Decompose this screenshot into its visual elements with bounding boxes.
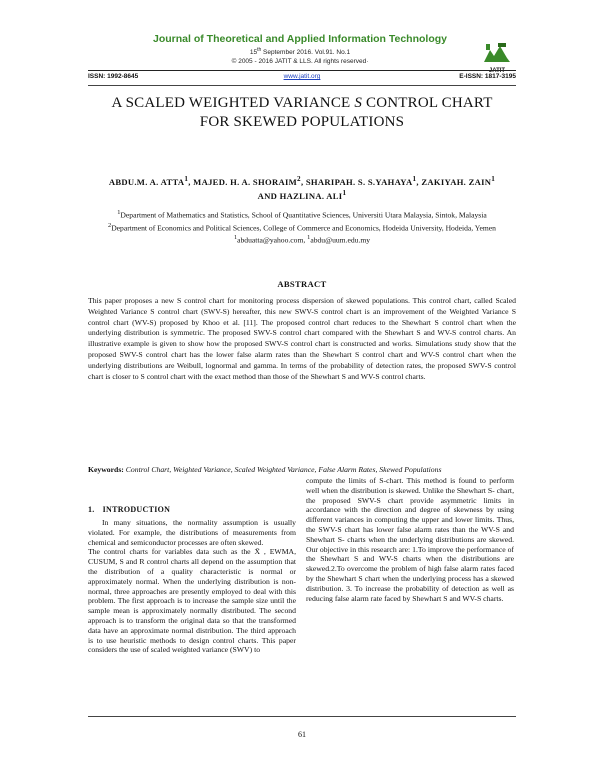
- header-rule: [88, 70, 516, 71]
- paragraph: compute the limits of S-chart. This method is found to perform well when the distribution is skewed. Unlike the Shewhart S- chart, the proposed SWV-S chart provide asymmetric limits in accordance with the direction and degree of skewness by using different variances in computing the upper and lower limits. Thus, the SWV-S chart has lower false alarm rates than the WV-S and Shewhart S- charts when the underlying distributions are skewed. Our objective in this research are: 1.To improve the performance of the Shewhart S and WV-S charts when the distributions are skewed.2.To overcome the problem of high false alarm rates faced by the Shewhart S chart when the underlying process has a skewed distribution. 3. To increase the probability of detection as well as reducing false alarm rate faced by Shewhart S and WV-S charts.: [306, 476, 514, 603]
- journal-website-link[interactable]: www.jatit.org: [283, 73, 321, 80]
- author-name: ABDU.M. A. ATTA: [108, 176, 185, 187]
- keywords-label: Keywords:: [88, 465, 124, 474]
- affiliations: [88, 208, 516, 246]
- keywords: [88, 464, 516, 475]
- author-name: AND HAZLINA. ALI: [257, 191, 343, 202]
- section-heading: 1. INTRODUCTION: [88, 505, 171, 514]
- intro-left-column: [88, 518, 296, 655]
- abstract-heading: ABSTRACT: [277, 279, 327, 289]
- eissn-label: E-ISSN: 1817-3195: [459, 73, 516, 80]
- author-name: ZAKIYAH. ZAIN: [421, 176, 492, 187]
- svg-text:JATIT: JATIT: [488, 68, 506, 74]
- author-name: SHARIPAH. S. S.YAHAYA: [305, 176, 413, 187]
- keywords-list: Control Chart, Weighted Variance, Scaled Weighted Variance, False Alarm Rates, Skewed Populations: [125, 465, 442, 474]
- author-emails: $^1$abduatta@yahoo.com, $^1$abdu@uum.edu.my: [233, 234, 371, 245]
- journal-date: 15th September 2016. Vol.91. No.1: [249, 47, 351, 57]
- paper-title: A SCALED WEIGHTED VARIANCE S CONTROL CHART FOR SKEWED POPULATIONS: [111, 95, 493, 130]
- issn-bar: [88, 73, 516, 83]
- paragraph: The control charts for variables data such as the X̄ , EWMA, CUSUM, S and R control charts all depend on the assumption that the distribution of a quality characteristic is normal or approximately normal. When the underlying distribution is non-normal, three approaches are presently employed to deal with this problem. The first approach is to increase the sample size until the sample mean is approximately normally distributed. The second approach is to transform the original data so that the transformed data have an approximate normal distribution. The third approach is to use heuristic methods to design control charts. This paper considers the use of scaled weighted variance (SWV) to: [88, 547, 296, 655]
- header-rule-bottom: [88, 85, 516, 86]
- affiliation: $^2$Department of Economics and Political Sciences, College of Commerce and Economics, Hodeida University, Hodeida, Yemen: [108, 221, 496, 233]
- author-list: ABDU.M. A. ATTA$^1$, MAJED. H. A. SHORAIM$^2$, SHARIPAH. S. S.YAHAYA$^1$, ZAKIYAH. ZAIN$^1$ AND HAZLINA. ALI$^1$: [108, 175, 496, 202]
- page-number: 61: [298, 730, 306, 739]
- footer-rule: [88, 716, 516, 717]
- paragraph: In many situations, the normality assumption is usually violated. For example, the distributions of measurements from chemical and semiconductor processes are often skewed.: [88, 518, 296, 547]
- author-name: MAJED. H. A. SHORAIM: [193, 176, 298, 187]
- journal-copyright: © 2005 - 2016 JATIT & LLS. All rights reserved·: [231, 58, 369, 65]
- abstract-text: This paper proposes a new S control chart for monitoring process dispersion of skewed populations. This control chart, called Scaled Weighted Variance S control chart (SWV-S) hereafter, this new SWV-S control chart is an improvement of the Weighted Variance S control chart (WV-S) proposed by Khoo et al. [11]. The proposed control chart reduces to the Shewhart S control chart when the underlying distribution is symmetric. The proposed SWV-S control chart compared with the Shewhart S and WV-S control charts. An illustrative example is given to show how the proposed SWV-S control chart is constructed and works. Simulations study show that the proposed SWV-S control chart has the lower false alarm rates than the Shewhart S control chart and WV-S control chart when the underlying distributions are Weibull, lognormal and gamma. In terms of the probability of detection rates, the proposed SWV-S control chart is closer to S control chart with the exact method than those of the Shewhart S and WV-S control charts.: [88, 296, 516, 381]
- journal-title: Journal of Theoretical and Applied Information Technology: [152, 33, 447, 45]
- jatit-logo-icon: [480, 40, 514, 74]
- issn-label: ISSN: 1992-8645: [88, 73, 139, 80]
- affiliation: $^1$Department of Mathematics and Statistics, School of Quantitative Sciences, Universiti Utara Malaysia, Sintok, Malaysia: [117, 209, 487, 220]
- intro-right-column: [306, 476, 514, 603]
